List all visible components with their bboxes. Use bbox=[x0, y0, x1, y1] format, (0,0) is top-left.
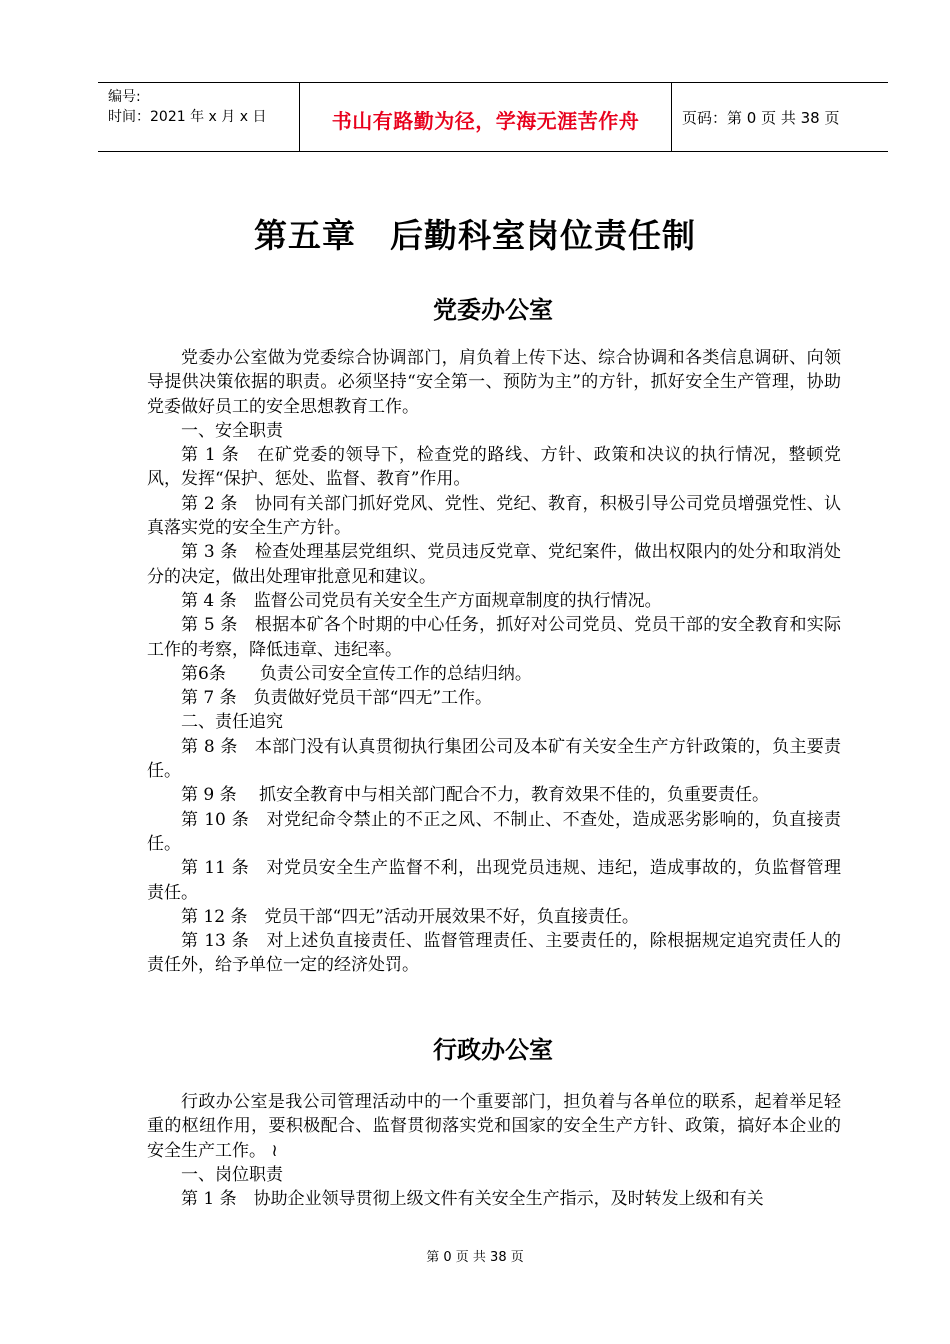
header-motto: 书山有路勤为径，学海无涯苦作舟 bbox=[331, 109, 640, 133]
paragraph: 第 5 条 根据本矿各个时期的中心任务，抓好对公司党员、党员干部的安全教育和实际工作的考察，降低违章、违纪率。 bbox=[147, 615, 841, 660]
paragraph: 第 8 条 本部门没有认真贯彻执行集团公司及本矿有关安全生产方针政策的，负主要责任。 bbox=[147, 736, 841, 782]
paragraph: 一、岗位职责 bbox=[181, 1164, 283, 1185]
time-label: 时间：2021 年 x 月 x 日 bbox=[108, 109, 267, 125]
section-title: 行政办公室 bbox=[433, 1036, 553, 1064]
paragraph: 第 11 条 对党员安全生产监督不利，出现党员违规、违纪，造成事故的，负监督管理责任。 bbox=[147, 858, 841, 903]
section-title: 党委办公室 bbox=[433, 296, 553, 324]
paragraph: 一、安全职责 bbox=[181, 420, 283, 441]
header-divider bbox=[671, 83, 672, 151]
section-body bbox=[147, 1090, 841, 1211]
section-body bbox=[147, 346, 841, 978]
page-header bbox=[98, 82, 888, 152]
paragraph: 党委办公室做为党委综合协调部门，肩负着上传下达、综合协调和各类信息调研、向领导提供决策依据的职责。必须坚持“安全第一、预防为主”的方针，抓好安全生产管理，协助党委做好员工的安全思想教育工作。 bbox=[147, 348, 841, 417]
paragraph: 第 1 条 在矿党委的领导下，检查党的路线、方针、政策和决议的执行情况，整顿党风，发挥“保护、惩处、监督、教育”作用。 bbox=[147, 445, 841, 490]
header-page-number: 页码：第 0 页 共 38 页 bbox=[682, 109, 840, 127]
paragraph: 第 13 条 对上述负直接责任、监督管理责任、主要责任的，除根据规定追究责任人的责任外，给予单位一定的经济处罚。 bbox=[147, 931, 841, 976]
paragraph: 第 7 条 负责做好党员干部“四无”工作。 bbox=[181, 688, 493, 709]
paragraph: 第6条 负责公司安全宣传工作的总结归纳。 bbox=[181, 663, 532, 684]
chapter-title: 第五章 后勤科室岗位责任制 bbox=[254, 216, 696, 255]
paragraph: 第 1 条 协助企业领导贯彻上级文件有关安全生产指示，及时转发上级和有关 bbox=[181, 1189, 764, 1210]
paragraph: 第 9 条 抓安全教育中与相关部门配合不力，教育效果不佳的，负重要责任。 bbox=[181, 785, 770, 806]
page-footer: 第 0 页 共 38 页 bbox=[426, 1250, 524, 1265]
paragraph: 二、责任追究 bbox=[181, 712, 283, 733]
paragraph: 第 3 条 检查处理基层党组织、党员违反党章、党纪案件，做出权限内的处分和取消处分的决定，做出处理审批意见和建议。 bbox=[147, 542, 841, 587]
paragraph: 第 10 条 对党纪命令禁止的不正之风、不制止、不查处，造成恶劣影响的，负直接责任。 bbox=[147, 809, 841, 854]
paragraph: 行政办公室是我公司管理活动中的一个重要部门，担负着与各单位的联系，起着举足轻重的枢纽作用，要积极配合、监督贯彻落实党和国家的安全生产方针、政策，搞好本企业的安全生产工作。 ≀ bbox=[147, 1092, 841, 1161]
paragraph: 第 12 条 党员干部“四无”活动开展效果不好，负直接责任。 bbox=[181, 906, 639, 927]
number-label: 编号: bbox=[108, 89, 141, 105]
paragraph: 第 4 条 监督公司党员有关安全生产方面规章制度的执行情况。 bbox=[181, 590, 662, 611]
header-meta bbox=[108, 87, 266, 127]
paragraph: 第 2 条 协同有关部门抓好党风、党性、党纪、教育，积极引导公司党员增强党性、认真落实党的安全生产方针。 bbox=[147, 493, 841, 539]
